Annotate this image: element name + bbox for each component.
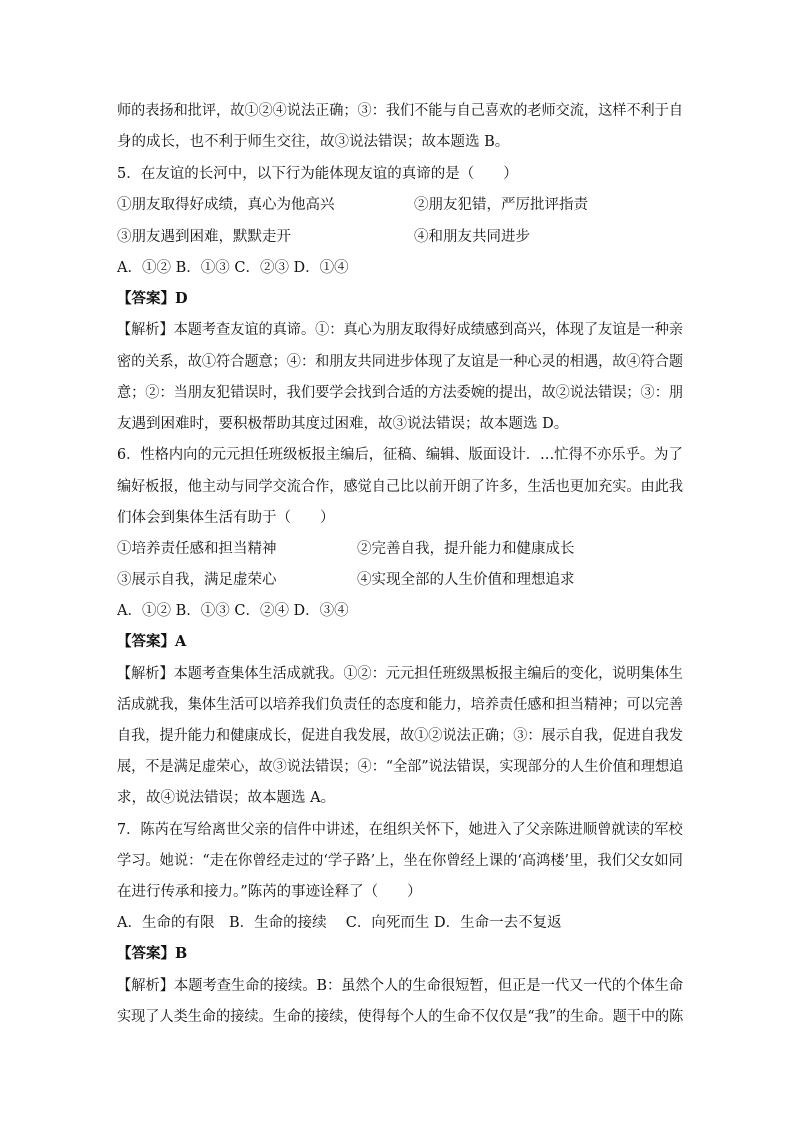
question-5-option-3: ③朋友遇到困难，默默走开: [117, 229, 291, 245]
question-5-option-4: ④和朋友共同进步: [414, 229, 530, 245]
question-6-analysis: 【解析】本题考查集体生活成就我。①②：元元担任班级黑板报主编后的变化，说明集体生: [117, 666, 683, 682]
text-line: 求，故④说法错误；故本题选 A。: [117, 790, 336, 806]
text-line: 在进行传承和接力。”陈芮的事迹诠释了（ ）: [117, 884, 422, 900]
text-line: 友遇到困难时，要积极帮助其度过困难，故③说法错误；故本题选 D。: [117, 416, 569, 432]
text-line: 们体会到集体生活有助于（ ）: [117, 510, 335, 526]
question-6-option-1: ①培养责任感和担当精神: [117, 541, 277, 557]
text-line: 师的表扬和批评，故①②④说法正确；③：我们不能与自己喜欢的老师交流，这样不利于自: [117, 103, 683, 119]
question-7-choices: A．生命的有限 B．生命的接续 C．向死而生 D．生命一去不复返: [117, 915, 562, 931]
text-line: 身的成长，也不利于师生交往，故③说法错误；故本题选 B。: [117, 134, 510, 150]
text-line: 密的关系，故①符合题意；④：和朋友共同进步体现了友谊是一种心灵的相遇，故④符合题: [117, 354, 683, 370]
text-line: 活成就我，集体生活可以培养我们负责任的态度和能力，培养责任感和担当精神；可以完善: [117, 697, 683, 713]
text-line: 自我，提升能力和健康成长，促进自我发展，故①②说法正确；③：展示自我，促进自我发: [117, 728, 683, 744]
question-6-answer: 【答案】A: [117, 633, 187, 650]
question-7-analysis: 【解析】本题考查生命的接续。B：虽然个人的生命很短暂，但正是一代又一代的个体生命: [117, 978, 684, 994]
question-6-option-2: ②完善自我，提升能力和健康成长: [357, 541, 575, 557]
text-line: 意；②：当朋友犯错误时，我们要学会找到合适的方法委婉的提出，故②说法错误；③：朋: [117, 385, 683, 401]
question-7-answer: 【答案】B: [117, 945, 188, 962]
text-line: 实现了人类生命的接续。生命的接续，使得每个人的生命不仅仅是“我”的生命。题干中的陈: [117, 1009, 684, 1025]
question-6-stem: 6．性格内向的元元担任班级板报主编后，征稿、编辑、版面设计．…忙得不亦乐乎。为了: [117, 447, 683, 463]
question-6-choices: A．①② B．①③ C．②④ D．③④: [117, 603, 349, 619]
question-5-choices: A．①② B．①③ C．②③ D．①④: [117, 260, 349, 276]
question-6-option-3: ③展示自我，满足虚荣心: [117, 572, 277, 588]
text-line: 编好板报，他主动与同学交流合作，感觉自己比以前开朗了许多，生活也更加充实。由此我: [117, 479, 683, 495]
question-7-stem: 7．陈芮在写给离世父亲的信件中讲述，在组织关怀下，她进入了父亲陈进顺曾就读的军校: [117, 822, 683, 838]
question-5-option-1: ①朋友取得好成绩，真心为他高兴: [117, 197, 335, 213]
question-5-stem: 5．在友谊的长河中，以下行为能体现友谊的真谛的是（ ）: [117, 166, 518, 182]
text-line: 展，不是满足虚荣心，故③说法错误；④：“全部”说法错误，实现部分的人生价值和理想追: [117, 759, 684, 775]
question-5-option-2: ②朋友犯错，严厉批评指责: [414, 197, 588, 213]
text-line: 学习。她说：“走在你曾经走过的‘学子路’上，坐在你曾经上课的‘高鸿楼’里，我们父女如同: [117, 853, 683, 869]
question-5-answer: 【答案】D: [117, 290, 188, 307]
question-5-analysis: 【解析】本题考查友谊的真谛。①：真心为朋友取得好成绩感到高兴，体现了友谊是一种亲: [117, 322, 683, 338]
question-6-option-4: ④实现全部的人生价值和理想追求: [357, 572, 575, 588]
